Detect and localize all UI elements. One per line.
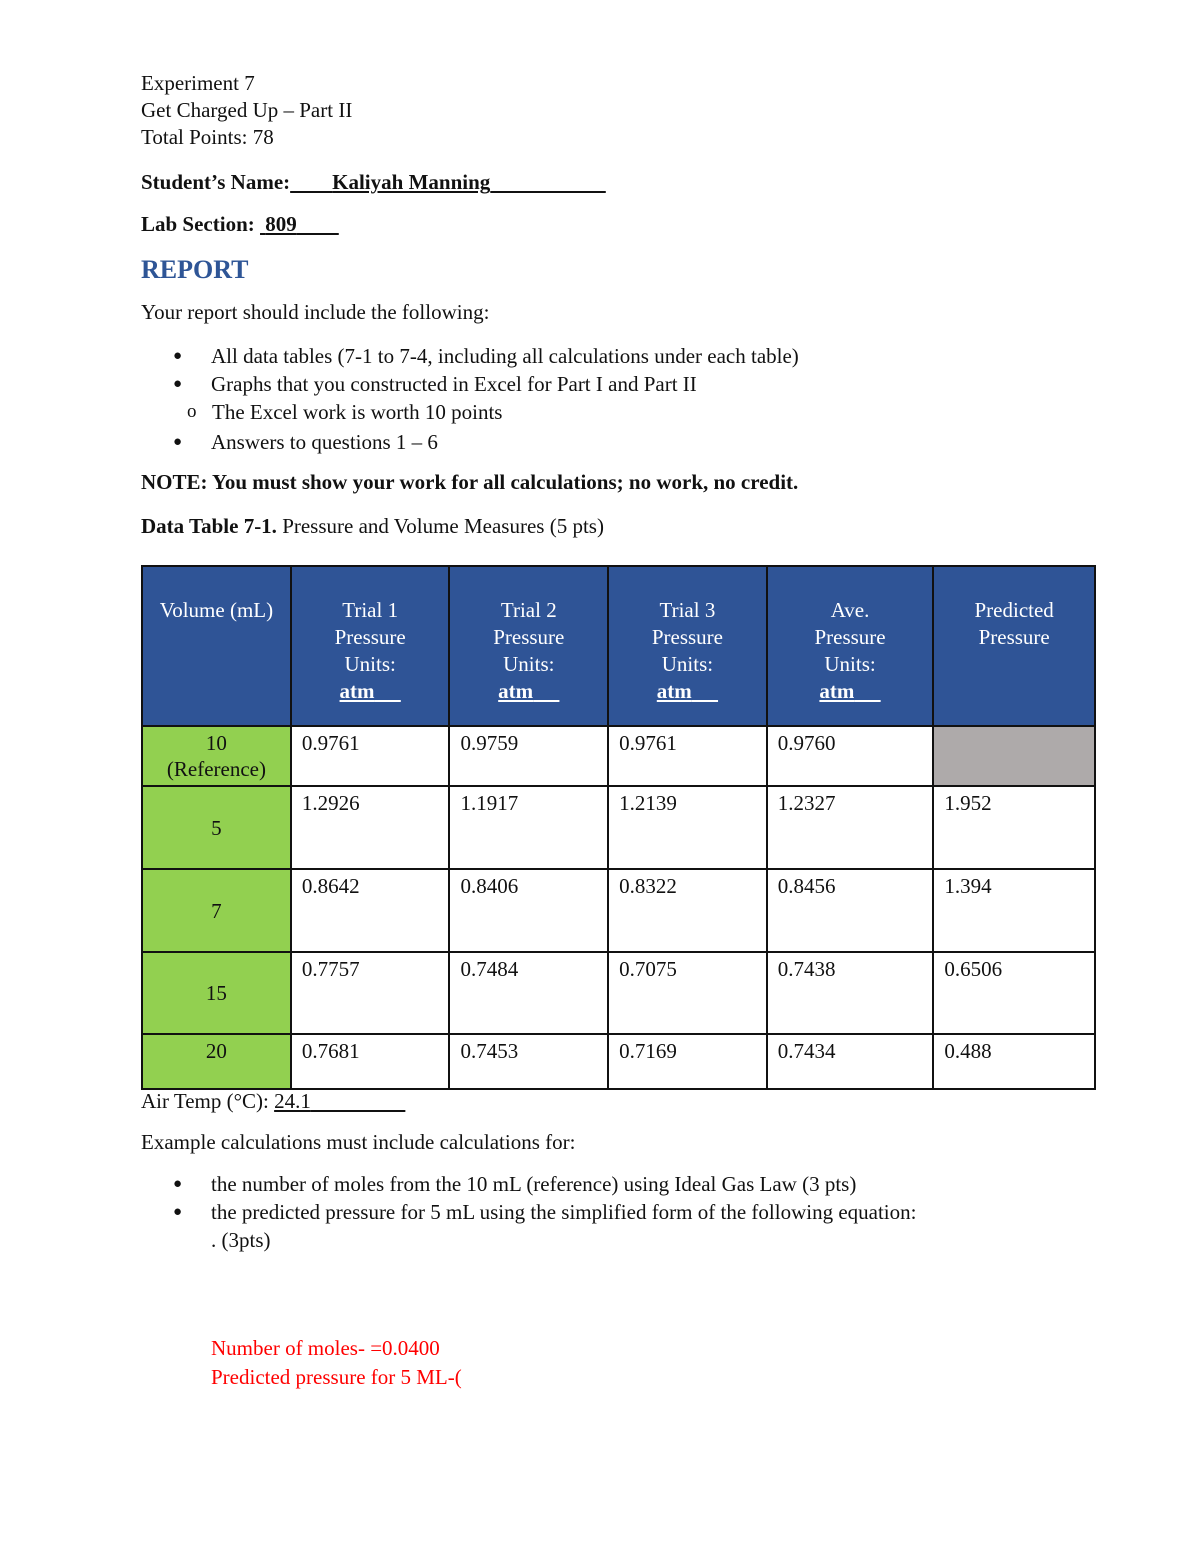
trial2-cell: 1.1917 <box>449 786 608 869</box>
example-calculations-list <box>141 1170 1101 1254</box>
table-row <box>142 786 1095 869</box>
trial1-cell: 0.7757 <box>291 952 450 1034</box>
volume-cell: 20 <box>142 1034 291 1089</box>
lab-section-value: 809 <box>265 212 297 236</box>
trial3-cell: 1.2139 <box>608 786 767 869</box>
volume-cell: 5 <box>142 786 291 869</box>
header-trial-2: Trial 2 Pressure Units: atm <box>449 566 608 726</box>
average-cell: 0.9760 <box>767 726 934 786</box>
sub-list-item: o The Excel work is worth 10 points <box>141 398 1101 426</box>
trial3-cell: 0.7169 <box>608 1034 767 1089</box>
volume-cell: 7 <box>142 869 291 952</box>
document-page <box>141 70 1101 554</box>
lab-section-line <box>141 211 1101 237</box>
experiment-number: Experiment 7 <box>141 71 255 95</box>
trial3-cell: 0.7075 <box>608 952 767 1034</box>
average-cell: 1.2327 <box>767 786 934 869</box>
volume-cell: 15 <box>142 952 291 1034</box>
predicted-cell: 1.394 <box>933 869 1095 952</box>
header-average: Ave. Pressure Units: atm <box>767 566 934 726</box>
air-temp-line: Air Temp (°C): 24.1 <box>141 1089 311 1113</box>
trial2-cell: 0.9759 <box>449 726 608 786</box>
table-header-row <box>142 566 1095 726</box>
student-name-label: Student’s Name: <box>141 170 291 194</box>
trial3-cell: 0.9761 <box>608 726 767 786</box>
trial1-cell: 0.8642 <box>291 869 450 952</box>
student-name-line <box>141 169 1101 195</box>
experiment-title: Get Charged Up – Part II <box>141 98 353 122</box>
answer-moles: Number of moles- =0.0400 <box>211 1336 440 1360</box>
table-row <box>142 1034 1095 1089</box>
trial2-cell: 0.7453 <box>449 1034 608 1089</box>
table-caption: Data Table 7-1. Pressure and Volume Measures (5 pts) <box>141 514 604 538</box>
list-item: ● All data tables (7-1 to 7-4, including all calculations under each table) <box>141 342 1101 370</box>
student-name-value: Kaliyah Manning <box>332 170 491 194</box>
header-predicted: Predicted Pressure <box>933 566 1095 726</box>
average-cell: 0.8456 <box>767 869 934 952</box>
predicted-cell: 1.952 <box>933 786 1095 869</box>
trial1-cell: 1.2926 <box>291 786 450 869</box>
predicted-cell: 0.488 <box>933 1034 1095 1089</box>
report-heading: REPORT <box>141 255 249 284</box>
table-row <box>142 726 1095 786</box>
lab-section-label: Lab Section: <box>141 212 255 236</box>
volume-cell: 10 (Reference) <box>142 726 291 786</box>
predicted-cell-blank <box>933 726 1095 786</box>
student-answers <box>211 1334 462 1392</box>
trial2-cell: 0.7484 <box>449 952 608 1034</box>
report-intro: Your report should include the following: <box>141 300 490 324</box>
trial2-cell: 0.8406 <box>449 869 608 952</box>
trial1-cell: 0.9761 <box>291 726 450 786</box>
average-cell: 0.7438 <box>767 952 934 1034</box>
after-table-section <box>141 1088 1101 1254</box>
trial1-cell: 0.7681 <box>291 1034 450 1089</box>
answer-predicted-pressure: Predicted pressure for 5 ML-( <box>211 1365 462 1389</box>
header-trial-3: Trial 3 Pressure Units: atm <box>608 566 767 726</box>
list-item: ● Graphs that you constructed in Excel for Part I and Part II o The Excel work is worth 10 points <box>141 370 1101 426</box>
header-trial-1: Trial 1 Pressure Units: atm <box>291 566 450 726</box>
predicted-cell: 0.6506 <box>933 952 1095 1034</box>
average-cell: 0.7434 <box>767 1034 934 1089</box>
note-text: NOTE: You must show your work for all calculations; no work, no credit. <box>141 470 799 494</box>
table-row <box>142 952 1095 1034</box>
total-points: Total Points: 78 <box>141 125 274 149</box>
list-item: ● Answers to questions 1 – 6 <box>141 428 1101 456</box>
header-volume: Volume (mL) <box>142 566 291 726</box>
example-intro: Example calculations must include calculations for: <box>141 1130 576 1154</box>
list-item: ● the predicted pressure for 5 mL using the simplified form of the following equation: . (3pts) <box>141 1198 1101 1254</box>
table-row <box>142 869 1095 952</box>
report-requirements-list <box>141 342 1101 456</box>
list-item: ● the number of moles from the 10 mL (reference) using Ideal Gas Law (3 pts) <box>141 1170 1101 1198</box>
data-table-7-1 <box>141 565 1096 1090</box>
trial3-cell: 0.8322 <box>608 869 767 952</box>
